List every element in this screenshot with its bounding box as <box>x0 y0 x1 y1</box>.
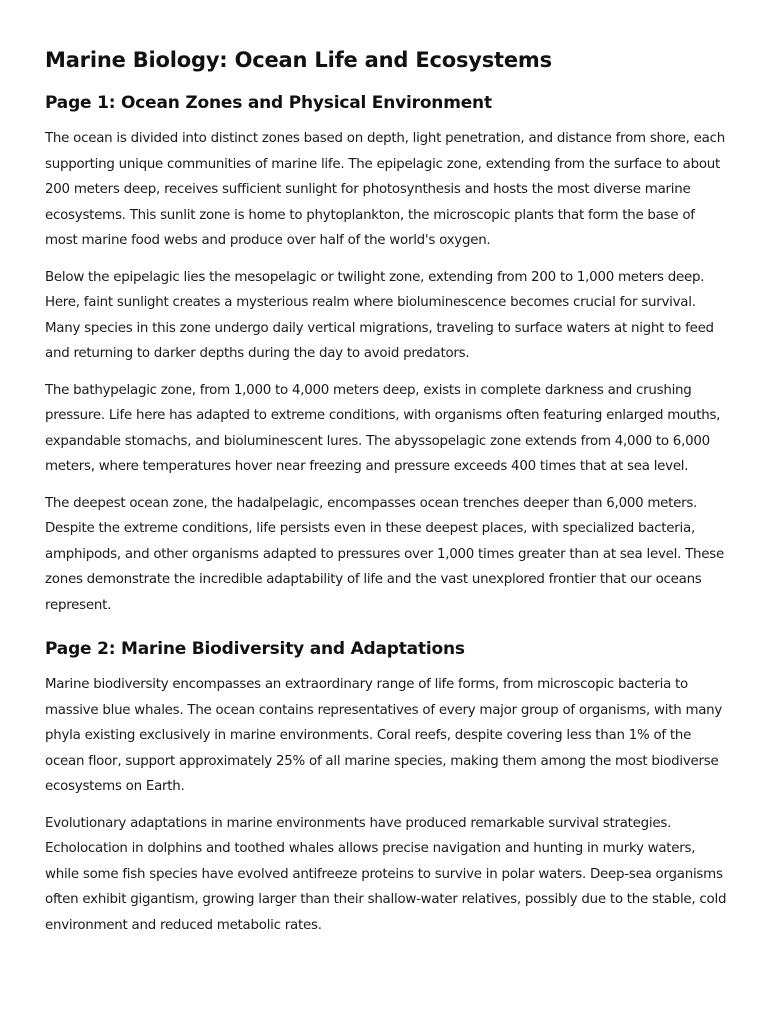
section-heading: Page 2: Marine Biodiversity and Adaptations <box>45 639 465 659</box>
paragraph: The ocean is divided into distinct zones based on depth, light penetration, and distance from shore, each supporting unique communities of marine life. The epipelagic zone, extending from the surface to about 200 meters deep, receives sufficient sunlight for photosynthesis and hosts the most diverse marine ecosystems. This sunlit zone is home to phytoplankton, the microscopic plants that form the base of most marine food webs and produce over half of the world's oxygen. <box>45 131 725 248</box>
document <box>45 44 729 949</box>
section-heading: Page 1: Ocean Zones and Physical Environment <box>45 93 492 113</box>
paragraph: Marine biodiversity encompasses an extraordinary range of life forms, from microscopic bacteria to massive blue whales. The ocean contains representatives of every major group of organisms, with many phyla existing exclusively in marine environments. Coral reefs, despite covering less than 1% of the ocean floor, support approximately 25% of all marine species, making them among the most biodiverse ecosystems on Earth. <box>45 677 723 794</box>
paragraph: Below the epipelagic lies the mesopelagic or twilight zone, extending from 200 to 1,000 meters deep. Here, faint sunlight creates a mysterious realm where bioluminescence becomes crucial for survival. Many species in this zone undergo daily vertical migrations, traveling to surface waters at night to feed and returning to darker depths during the day to avoid predators. <box>45 269 714 361</box>
paragraph: Evolutionary adaptations in marine environments have produced remarkable survival strategies. Echolocation in dolphins and toothed whales allows precise navigation and hunting in murky waters, while some fish species have evolved antifreeze proteins to survive in polar waters. Deep-sea organisms often exhibit gigantism, growing larger than their shallow-water relatives, possibly due to the stable, cold environment and reduced metabolic rates. <box>45 815 727 933</box>
paragraph: The bathypelagic zone, from 1,000 to 4,000 meters deep, exists in complete darkness and crushing pressure. Life here has adapted to extreme conditions, with organisms often featuring enlarged mouths, expandable stomachs, and bioluminescent lures. The abyssopelagic zone extends from 4,000 to 6,000 meters, where temperatures hover near freezing and pressure exceeds 400 times that at sea level. <box>45 382 721 474</box>
section-marine-biodiversity <box>45 636 729 938</box>
document-title: Marine Biology: Ocean Life and Ecosystems <box>45 48 552 72</box>
section-ocean-zones <box>45 90 729 618</box>
paragraph: The deepest ocean zone, the hadalpelagic, encompasses ocean trenches deeper than 6,000 meters. Despite the extreme conditions, life persists even in these deepest places, with specialized bacteria, amphipods, and other organisms adapted to pressures over 1,000 times greater than at sea level. These zones demonstrate the incredible adaptability of life and the vast unexplored frontier that our oceans represent. <box>45 495 724 613</box>
